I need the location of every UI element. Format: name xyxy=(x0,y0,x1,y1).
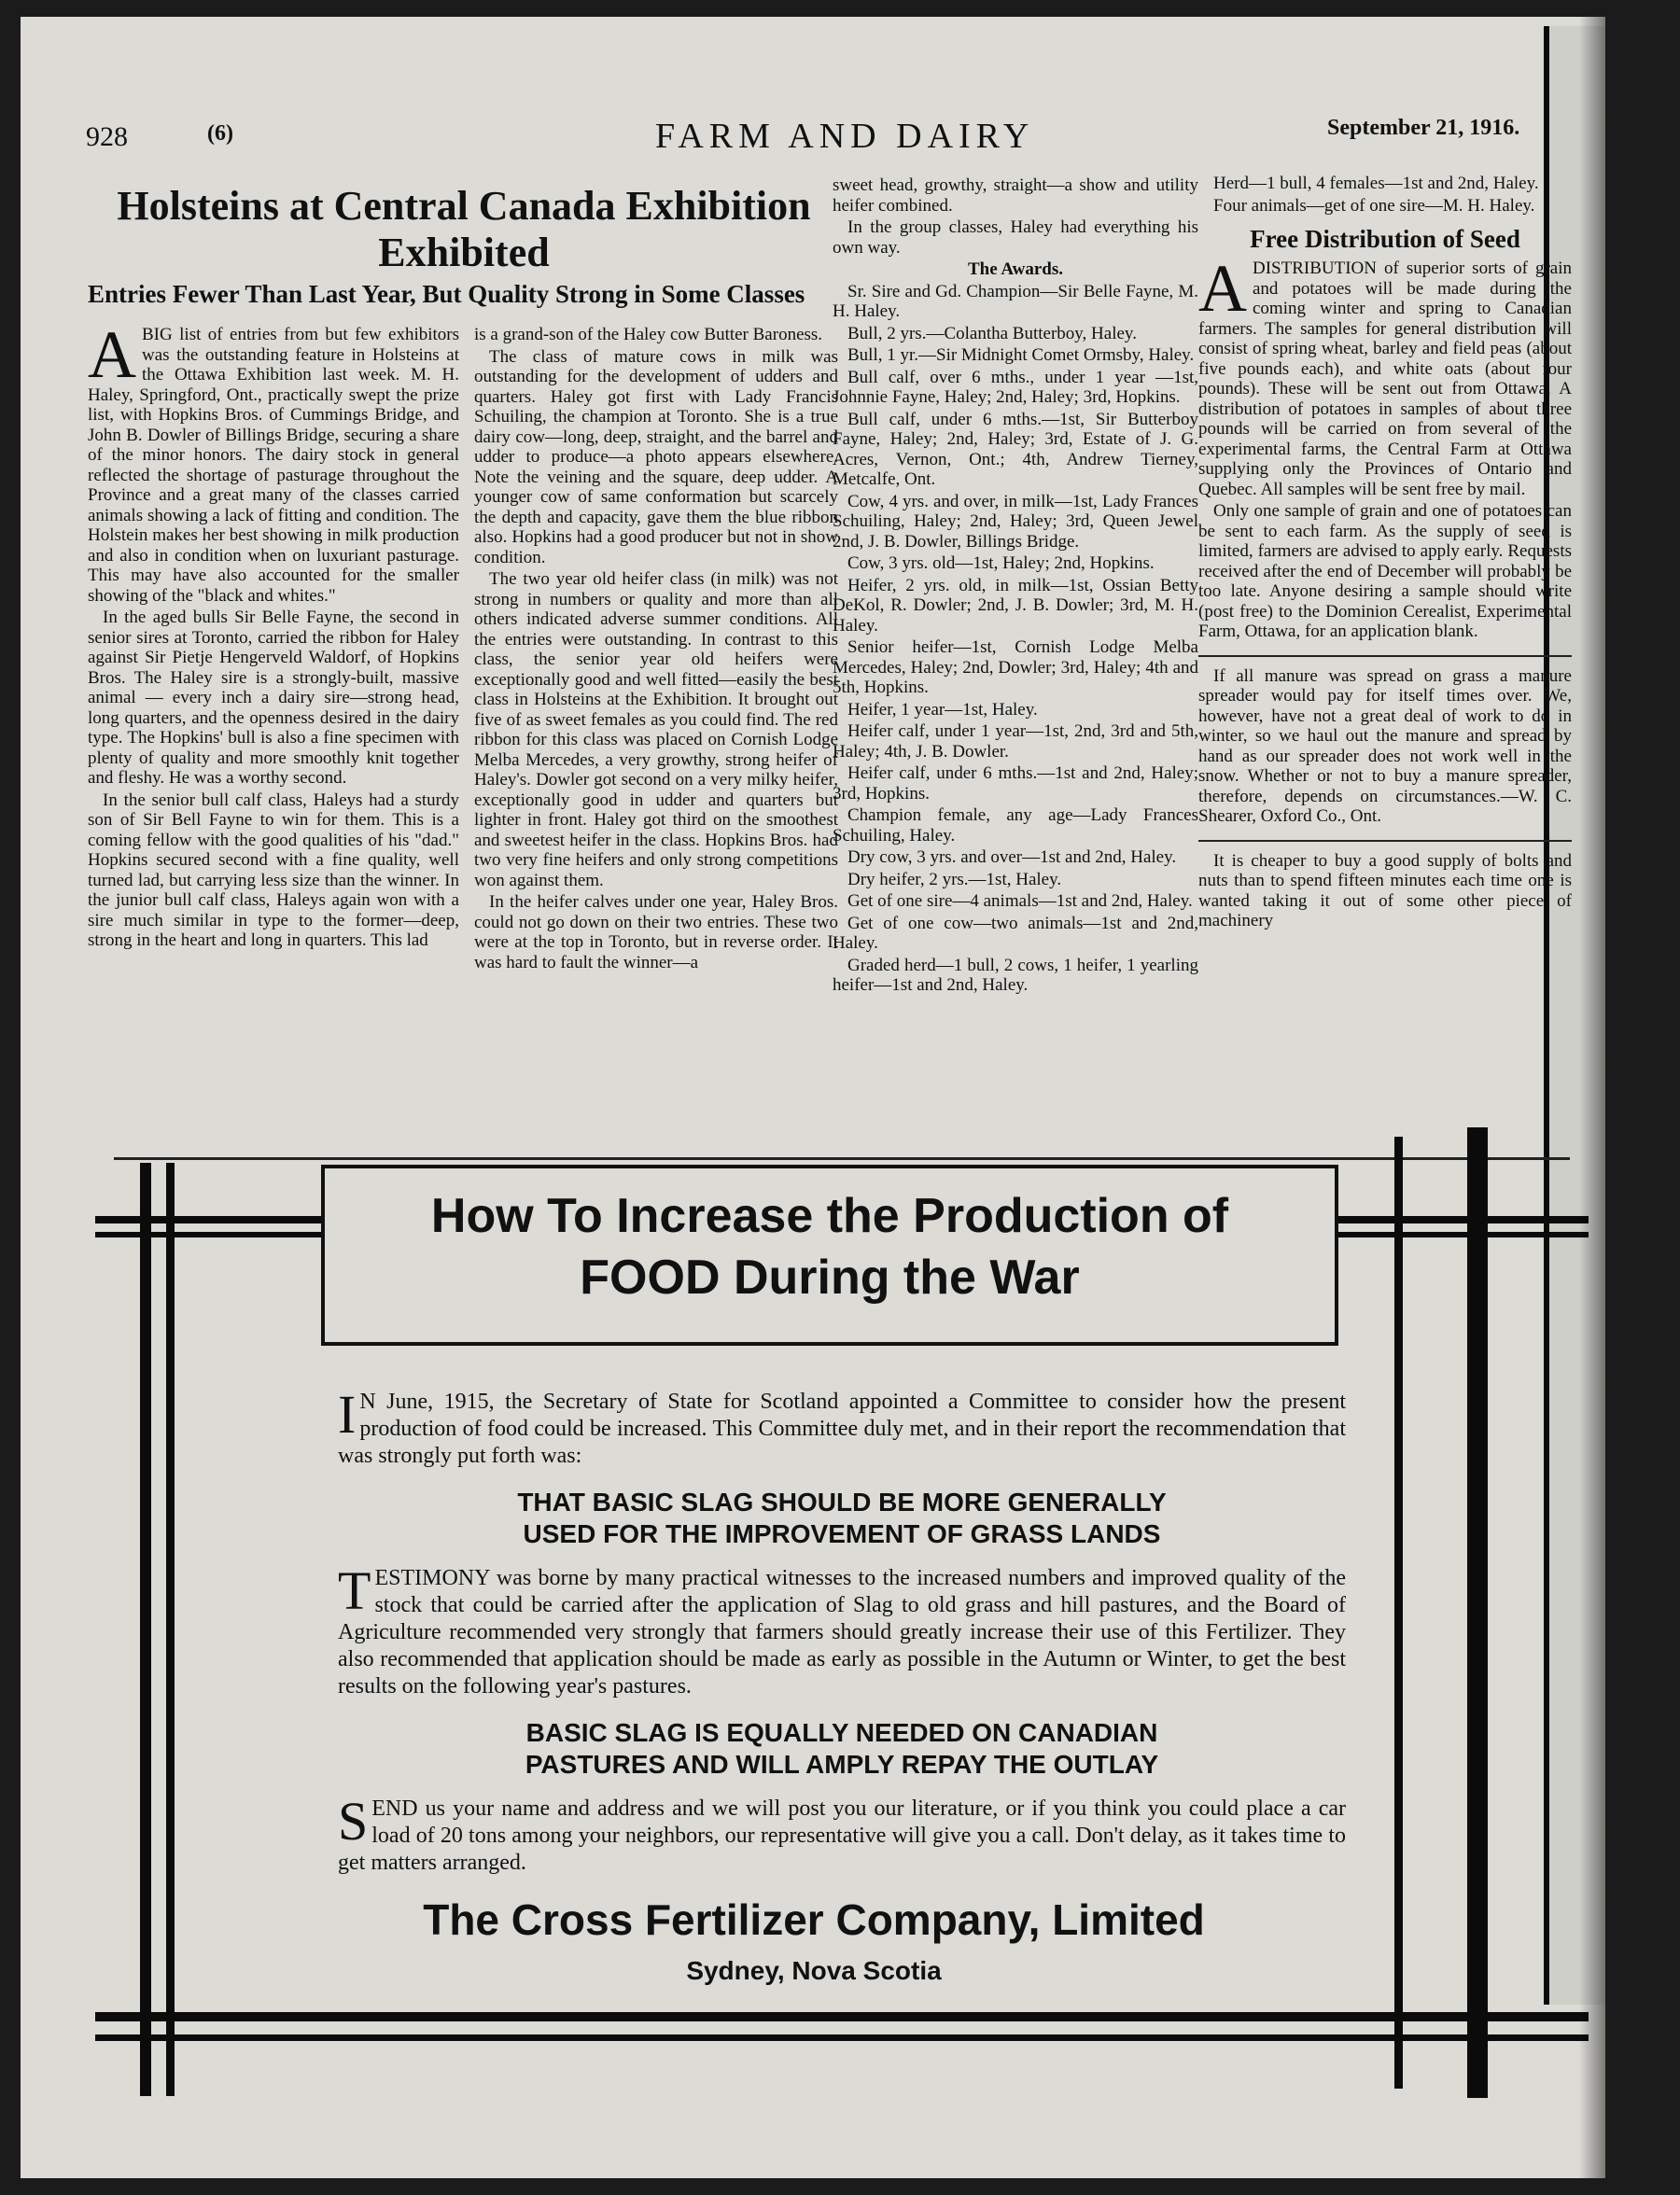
ad-frame-bar xyxy=(1394,1137,1403,2089)
article-column-1 xyxy=(88,317,459,1141)
awards-heading: The Awards. xyxy=(967,259,1064,279)
publication-title: FARM AND DAIRY xyxy=(655,117,1035,156)
ad-initial: T xyxy=(338,1560,371,1621)
body-paragraph: In the heifer calves under one year, Haley Bros. could not go down on their two entries. These two were at the top in Toronto, but in reverse order. It was hard to fault the winner—a xyxy=(474,892,838,972)
newspaper-page xyxy=(21,17,1605,2178)
ad-frame-bar xyxy=(1467,1127,1488,2098)
ad-title-box xyxy=(321,1165,1338,1346)
company-name: The Cross Fertilizer Company, Limited xyxy=(423,1895,1205,1944)
award-entry: Bull calf, over 6 mths., under 1 year —1st, Johnnie Fayne, Haley; 2nd, Haley; 3rd, Hopkins. xyxy=(833,367,1198,407)
body-paragraph: In the group classes, Haley had everything his own way. xyxy=(833,217,1198,258)
article-column-3 xyxy=(833,175,1198,1146)
award-entry: Bull calf, under 6 mths.—1st, Sir Butterboy Fayne, Haley; 2nd, Haley; 3rd, Estate of J. G. Acres, Vernon, Ont.; 4th, Andrew Tierney, Metcalfe, Ont. xyxy=(833,409,1198,489)
body-paragraph: The class of mature cows in milk was outstanding for the development of udders and quarters. Haley got first with Lady Francis Schuiling, the champion at Toronto. She is a true dairy cow—long, deep, straight, and the barrel and udder to produce—a photo appears elsewhere. Note the veining and the square, deep udder. A younger cow of same conformation but scarcely the depth and capacity, gave them the blue ribbon also. Hopkins had a good producer but not in show condition. xyxy=(474,346,838,567)
section-number: (6) xyxy=(207,121,233,146)
page-number: 928 xyxy=(86,121,128,152)
seed-lead-paragraph: ADISTRIBUTION of superior sorts of grain and potatoes will be made during the coming winter and spring to Canadian farmers. The samples for general distribution will consist of spring wheat, barley and field peas (about five pounds each), and white oats (about four pounds). These will be sent out from Ottawa. A distribution of potatoes in samples of about three pounds will be carried on from several of the experimental farms, the Central Farm at Ottawa supplying only the Provinces of Ontario and Quebec. All samples will be sent free by mail. xyxy=(1198,251,1572,499)
award-entry: Bull, 1 yr.—Sir Midnight Comet Ormsby, Haley. xyxy=(847,345,1195,365)
ad-frame-bar xyxy=(95,2034,1589,2041)
award-entry: Sr. Sire and Gd. Champion—Sir Belle Fayne, M. H. Haley. xyxy=(833,281,1198,321)
award-entry: Get of one sire—4 animals—1st and 2nd, Haley. xyxy=(847,891,1193,911)
award-entry: Graded herd—1 bull, 2 cows, 1 heifer, 1 yearling heifer—1st and 2nd, Haley. xyxy=(833,955,1198,995)
ad-testimony-paragraph: TESTIMONY was borne by many practical witnesses to the increased numbers and improved quality of the stock that could be carried after the application of Slag to old grass and hill pastures, and the Board of Agriculture recommended very strongly that farmers should greatly increase their use of this Fertilizer. They also recommended that application should be made as early as possible in the Autumn or Winter, to get the best results on the following year's pastures. xyxy=(338,1560,1346,1699)
issue-date: September 21, 1916. xyxy=(1327,116,1520,140)
ad-frame-bar xyxy=(166,1163,175,2096)
award-entry: Senior heifer—1st, Cornish Lodge Melba Mercedes, Haley; 2nd, Dowler; 3rd, Haley; 4th and 5th, Hopkins. xyxy=(833,637,1198,697)
column-rule xyxy=(1198,840,1572,842)
award-entry: Cow, 3 yrs. old—1st, Haley; 2nd, Hopkins. xyxy=(847,553,1155,573)
award-entry: Herd—1 bull, 4 females—1st and 2nd, Haley. xyxy=(1213,174,1539,193)
company-location: Sydney, Nova Scotia xyxy=(686,1956,942,1985)
award-entry: Dry heifer, 2 yrs.—1st, Haley. xyxy=(847,869,1062,889)
lead-paragraph: ABIG list of entries from but few exhibitors was the outstanding feature in Holsteins at the Ottawa Exhibition last week. M. H. Haley, Springford, Ont., practically swept the prize list, with Hopkins Bros. of Cummings Bridge, and John B. Dowler of Billings Bridge, securing a share of the minor honors. The dairy stock in general reflected the shortage of pasturage throughout the Province and a great many of the classes carried animals showing a lack of fitting and condition. The Holstein makes her best showing in milk production and also in condition when on luxuriant pasturage. This may have also accounted for the smaller showing of the "black and whites." xyxy=(88,317,459,606)
filler-paragraph: It is cheaper to buy a good supply of bolts and nuts than to spend fifteen minutes each time one is wanted taking it out of some other piece of machinery xyxy=(1198,850,1572,930)
article-headline: Holsteins at Central Canada Exhibition Exhibited xyxy=(117,183,811,275)
award-entry: Cow, 4 yrs. and over, in milk—1st, Lady Frances Schuiling, Haley; 2nd, Haley; 3rd, Queen Jewel 2nd, J. B. Dowler, Billings Bridge. xyxy=(833,491,1198,552)
article-column-4 xyxy=(1198,174,1572,1144)
award-entry: Get of one cow—two animals—1st and 2nd, Haley. xyxy=(833,913,1198,953)
drop-cap: A xyxy=(1198,251,1247,326)
body-paragraph: Only one sample of grain and one of potatoes can be sent to each farm. As the supply of seed is limited, farmers are advised to apply early. Requests received after the end of December will probably be too late. Anyone desiring a sample should write (post free) to the Dominion Cerealist, Experimental Farm, Ottawa, for an application blank. xyxy=(1198,501,1572,641)
ad-emphasis-2: BASIC SLAG IS EQUALLY NEEDED ON CANADIAN PASTURES AND WILL AMPLY REPAY THE OUTLAY xyxy=(525,1718,1159,1779)
ad-body xyxy=(338,1384,1346,1877)
ad-intro-paragraph: I N June, 1915, the Secretary of State for Scotland appointed a Committee to consider how the present production of food could be increased. This Committee duly met, and in their report the recommendation that was strongly put forth was: xyxy=(338,1384,1346,1468)
award-entry: Dry cow, 3 yrs. and over—1st and 2nd, Haley. xyxy=(847,847,1177,867)
award-entry: Champion female, any age—Lady Frances Schuiling, Haley. xyxy=(833,805,1198,846)
body-paragraph: In the senior bull calf class, Haleys had a sturdy son of Sir Bell Fayne to win for them. This is a coming fellow with the good qualities of his "dad." Hopkins secured second with a fine quality, well turned lad, but carrying less size than the winner. In the junior bull calf class, Haleys again won with a sire much similar in type to the former—deep, strong in the heart and long in quarters. This lad xyxy=(88,790,459,950)
body-paragraph: The two year old heifer class (in milk) was not strong in numbers or quality and more than all others indicated adverse summer conditions. All the entries were outstanding. In contrast to this class, the senior year old heifers were exceptionally good and well fitted—easily the best class in Holsteins at the Exhibition. It brought out five of as sweet females as you could find. The red ribbon for this class was placed on Cornish Lodge Melba Mercedes, a very growthy, strong heifer of Haley's. Dowler got second on a very milky heifer, exceptionally good in udder and quarters but lighter in front. Haley got third on the smoothest and sweetest heifer in the class. Hopkins Bros. had two very fine heifers and only strong competitions won against them. xyxy=(474,569,838,890)
ad-initial: S xyxy=(338,1791,369,1852)
seed-article-title: Free Distribution of Seed xyxy=(1250,225,1520,253)
article-column-2 xyxy=(474,325,838,1141)
award-entry: Heifer, 2 yrs. old, in milk—1st, Ossian Betty DeKol, R. Dowler; 2nd, J. B. Dowler; 3rd, M. H. Haley. xyxy=(833,575,1198,636)
filler-paragraph: If all manure was spread on grass a manure spreader would pay for itself times over. We, however, have not a great deal of work to do in winter, so we haul out the manure and spread by hand as our spreader does not work well in the snow. Whether or not to buy a manure spreader, therefore, depends on circumstances.—W. C. Shearer, Oxford Co., Ont. xyxy=(1198,665,1572,826)
column-rule xyxy=(1198,655,1572,657)
ad-initial: I xyxy=(338,1384,357,1445)
ad-emphasis-1: THAT BASIC SLAG SHOULD BE MORE GENERALLY USED FOR THE IMPROVEMENT OF GRASS LANDS xyxy=(517,1488,1167,1548)
ad-send-paragraph: SEND us your name and address and we will post you our literature, or if you think you could place a car load of 20 tons among your neighbors, our representative will give you a call. Don't delay, as it takes time to get matters arranged. xyxy=(338,1791,1346,1875)
award-entry: Four animals—get of one sire—M. H. Haley. xyxy=(1213,195,1535,216)
ad-title: How To Increase the Production of FOOD During the War xyxy=(430,1189,1229,1305)
ad-frame-bar xyxy=(140,1163,151,2096)
award-entry: Bull, 2 yrs.—Colantha Butterboy, Haley. xyxy=(847,323,1137,343)
award-entry: Heifer calf, under 6 mths.—1st and 2nd, Haley; 3rd, Hopkins. xyxy=(833,763,1198,804)
drop-cap: A xyxy=(88,317,136,392)
body-paragraph: sweet head, growthy, straight—a show and utility heifer combined. xyxy=(833,175,1198,216)
ad-frame-bar xyxy=(95,2012,1589,2021)
award-entry: Heifer calf, under 1 year—1st, 2nd, 3rd and 5th, Haley; 4th, J. B. Dowler. xyxy=(833,721,1198,762)
award-entry: Heifer, 1 year—1st, Haley. xyxy=(847,699,1038,720)
section-divider-rule xyxy=(114,1157,1570,1160)
article-subheadline: Entries Fewer Than Last Year, But Quality Strong in Some Classes xyxy=(88,280,805,308)
body-paragraph: is a grand-son of the Haley cow Butter Baroness. xyxy=(474,325,823,344)
body-paragraph: In the aged bulls Sir Belle Fayne, the second in senior sires at Toronto, carried the ribbon for Haley against Sir Pietje Hengerveld Waldorf, of Hopkins Bros. The Haley sire is a strongly-built, massive animal — every inch a dairy sire—strong head, long quarters, and the openness desired in the dairy type. The Hopkins' bull is also a fine specimen with plenty of quality and more smoothly knit together and fleshy. He was a worthy second. xyxy=(88,608,459,788)
